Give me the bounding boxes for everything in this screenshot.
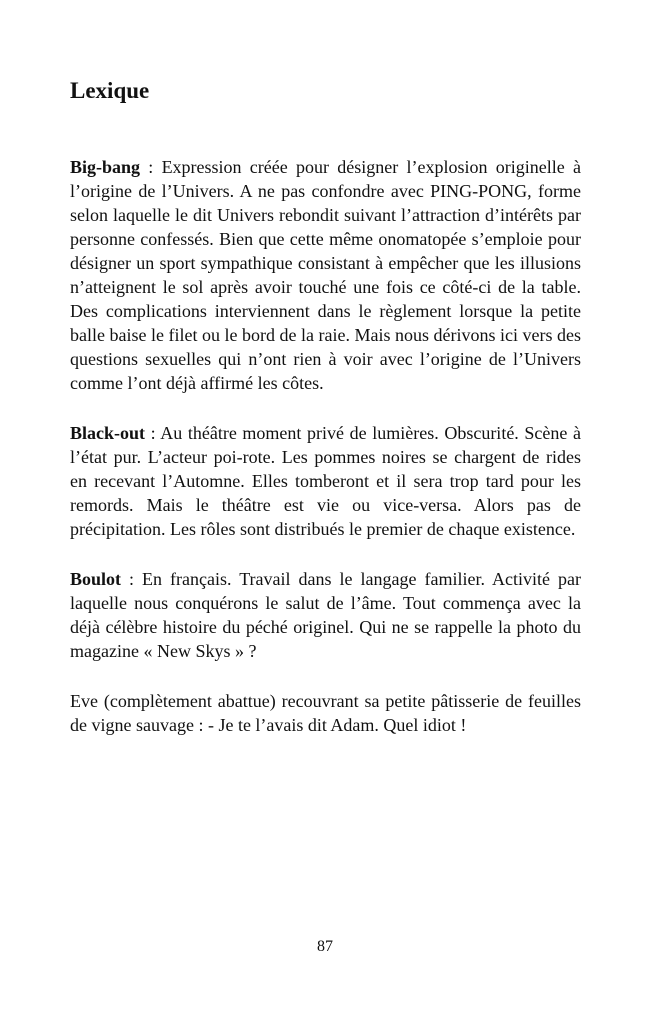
closing-paragraph: Eve (complètement abattue) recouvrant sa petite pâtisserie de feuilles de vigne sauvage : - Je te l’avais dit Adam. Quel idiot !	[70, 691, 581, 735]
entry-term: Boulot	[70, 569, 122, 589]
entry-term: Black-out	[70, 423, 146, 443]
page-title: Lexique	[70, 78, 150, 103]
entry-definition: Au théâtre moment privé de lumières. Obscurité. Scène à l’état pur. L’acteur poi-rote. Les pommes noires se chargent de rides en recevant l’Automne. Elles tomberont et il sera trop tard pour les remords. Mais le théâtre est vie ou vice-versa. Alors pas de précipitation. Les rôles sont distribués le premier de chaque existence.	[70, 423, 581, 539]
entry-term: Big-bang	[70, 157, 141, 177]
page-number: 87	[317, 938, 333, 955]
lexicon-entries	[70, 155, 581, 763]
entry-definition: Expression créée pour désigner l’explosion originelle à l’origine de l’Univers. A ne pas confondre avec PING-PONG, forme selon laquelle le dit Univers rebondit suivant l’attraction d’intérêts par personne confessés. Bien que cette même onomatopée s’emploie pour désigner un sport sympathique consistant à empêcher que les illusions n’atteignent le sol après avoir touché une fois ce côté-ci de la table. Des complications interviennent dans le règlement lorsque la petite balle baise le filet ou le bord de la raie. Mais nous dérivons ici vers des questions sexuelles qui n’ont rien à voir avec l’origine de l’Univers comme l’ont déjà affirmé les côtes.	[70, 157, 581, 393]
entry-separator: :	[145, 423, 161, 443]
lexicon-entry-big-bang	[70, 155, 581, 395]
entry-separator: :	[121, 569, 143, 589]
lexicon-entry-boulot	[70, 567, 581, 663]
entry-definition: En français. Travail dans le langage familier. Activité par laquelle nous conquérons le salut de l’âme. Tout commença avec la déjà célèbre histoire du péché originel. Qui ne se rappelle la photo du magazine « New Skys » ?	[70, 569, 581, 661]
lexicon-entry-black-out	[70, 421, 581, 541]
entry-separator: :	[140, 157, 162, 177]
